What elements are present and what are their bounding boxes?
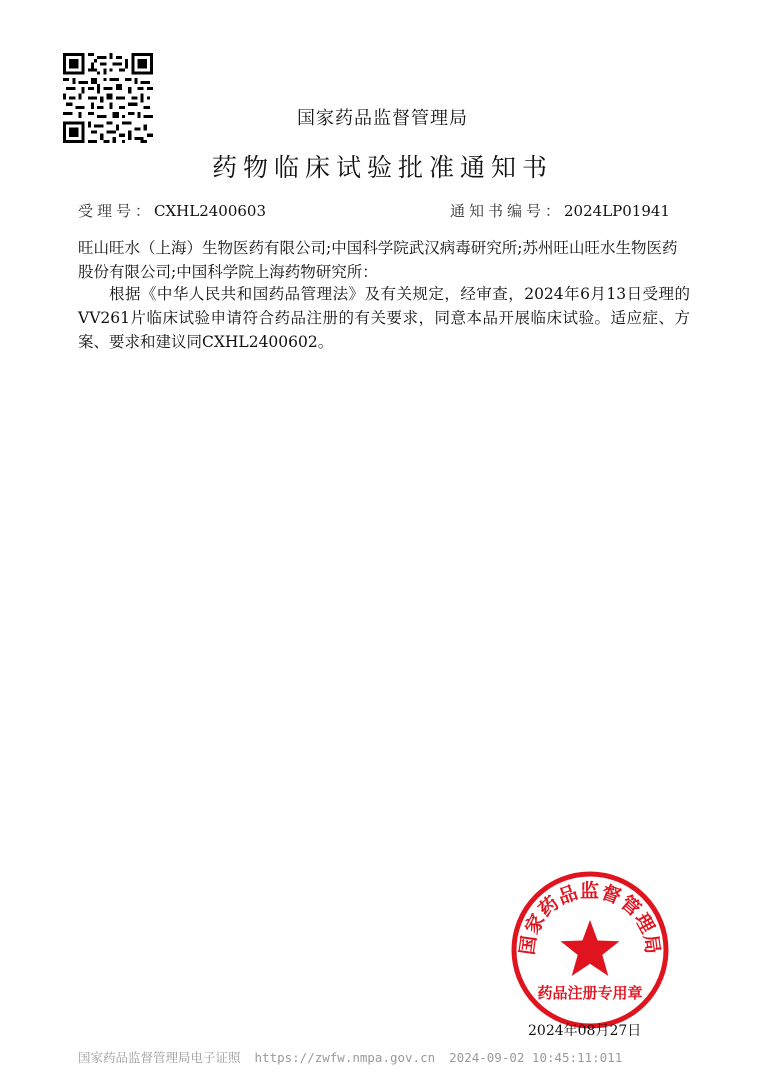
acceptance-number-label: 受理号： <box>78 202 155 220</box>
seal-inner-text: 药品注册专用章 <box>537 984 643 1002</box>
footer-label: 国家药品监督管理局电子证照 <box>78 1050 241 1065</box>
recipients: 旺山旺水（上海）生物医药有限公司;中国科学院武汉病毒研究所;苏州旺山旺水生物医药股份有限公司;中国科学院上海药物研究所： <box>78 239 678 281</box>
notice-body: 根据《中华人民共和国药品管理法》及有关规定，经审查，2024年6月13日受理的VV261片临床试验申请符合药品注册的有关要求，同意本品开展临床试验。适应症、方案、要求和建议同CXHL2400602。 <box>78 285 690 351</box>
seal-star-icon <box>561 920 620 976</box>
seal-outer-text: 国家药品监督管理局 <box>516 880 664 957</box>
notice-number: 2024LP01941 <box>564 202 670 220</box>
acceptance-number-row <box>78 200 266 221</box>
footer-timestamp: 2024-09-02 10:45:11:011 <box>449 1050 623 1065</box>
official-seal-icon <box>510 870 670 1030</box>
issuer-name: 国家药品监督管理局 <box>297 108 468 129</box>
notice-number-label: 通知书编号： <box>450 202 565 220</box>
issue-date: 2024年08月27日 <box>528 1023 642 1039</box>
document-title: 药物临床试验批准通知书 <box>211 153 553 182</box>
footer-url: https://zwfw.nmpa.gov.cn <box>254 1050 436 1065</box>
notice-number-row <box>450 200 670 221</box>
footer <box>78 1048 622 1066</box>
acceptance-number: CXHL2400603 <box>154 202 267 220</box>
